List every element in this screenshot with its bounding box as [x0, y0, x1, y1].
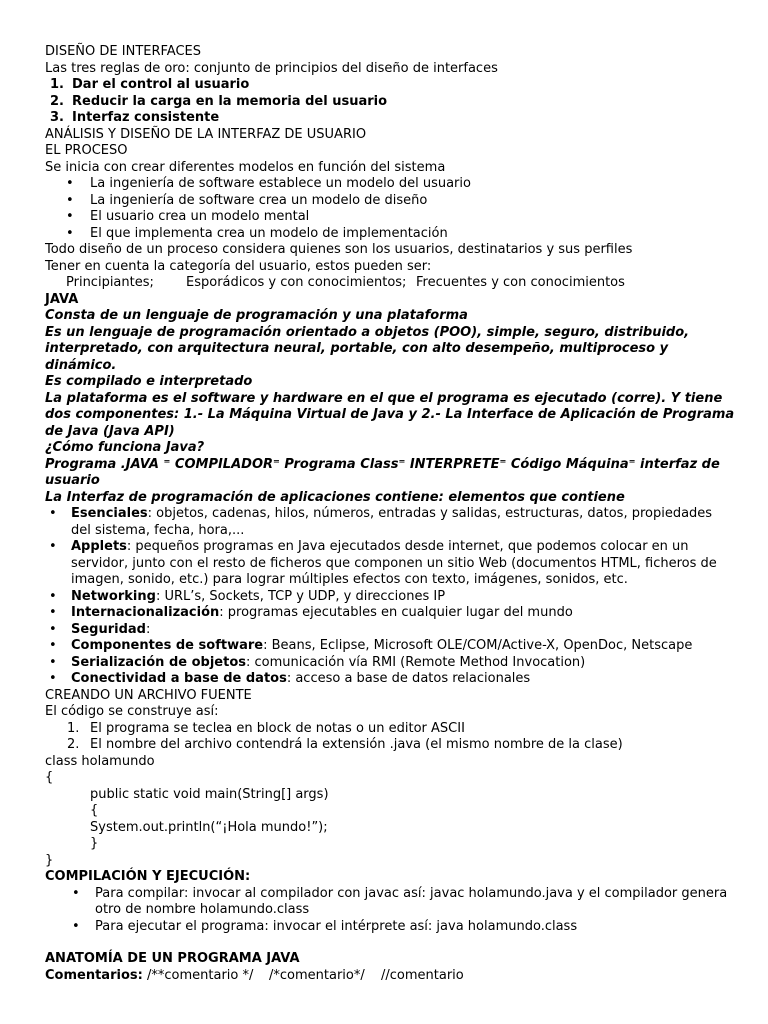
comment-example: /*comentario*/	[269, 967, 365, 983]
code-line: {	[45, 770, 54, 785]
source-intro: El código se construye así:	[45, 704, 219, 719]
list-item: 2. El nombre del archivo contendrá la extensión .java (el mismo nombre de la clase)	[67, 737, 623, 752]
java-line: Es compilado e interpretado	[45, 374, 253, 389]
list-item: • Conectividad a base de datos: acceso a base de datos relacionales	[45, 671, 735, 688]
category-item: Frecuentes y con conocimientos	[416, 275, 625, 290]
list-item: 1. El programa se teclea en block de notas o un editor ASCII	[67, 720, 465, 736]
list-item: • Serialización de objetos: comunicación vía RMI (Remote Method Invocation)	[45, 655, 735, 672]
list-item: • Para compilar: invocar al compilador con javac así: javac holamundo.java y el compilador genera otro de nombre holamundo.class	[45, 886, 735, 919]
list-item: • Componentes de software: Beans, Eclipse, Microsoft OLE/COM/Active-X, OpenDoc, Netscape	[45, 638, 735, 655]
java-line: Es un lenguaje de programación orientado a objetos (POO), simple, seguro, distribuido, interpretado, con arquitectura neural, portable, con alto desempeño, multiproceso y dinámico.	[45, 324, 690, 373]
intro-line: Las tres reglas de oro: conjunto de principios del diseño de interfaces	[45, 60, 498, 76]
list-item: • La ingeniería de software establece un modelo del usuario	[45, 176, 735, 193]
list-item: 1. Dar el control al usuario	[50, 77, 250, 92]
category-item: Principiantes;	[66, 275, 154, 290]
category-item: Esporádicos y con conocimientos;	[186, 275, 407, 290]
code-line: }	[90, 836, 99, 851]
api-elements-list	[45, 506, 735, 688]
list-item: • Esenciales: objetos, cadenas, hilos, números, entradas y salidas, estructuras, datos, propiedades del sistema, fecha, hora,...	[45, 506, 735, 539]
code-line: System.out.println(“¡Hola mundo!”);	[90, 819, 328, 835]
process-list	[45, 176, 735, 242]
code-line: class holamundo	[45, 753, 155, 769]
java-line: ¿Cómo funciona Java?	[45, 440, 205, 455]
section-heading-analysis: ANÁLISIS Y DISEÑO DE LA INTERFAZ DE USUARIO	[45, 126, 367, 142]
list-item: 3. Interfaz consistente	[50, 110, 220, 125]
compile-list	[45, 886, 735, 936]
comments-label: Comentarios:	[45, 967, 143, 983]
code-line: {	[90, 803, 99, 818]
source-steps-list	[45, 721, 735, 754]
list-item: • La ingeniería de software crea un modelo de diseño	[45, 193, 735, 210]
section-heading-anatomy: ANATOMÍA DE UN PROGRAMA JAVA	[45, 951, 300, 966]
code-block	[45, 754, 735, 870]
section-heading-source: CREANDO UN ARCHIVO FUENTE	[45, 687, 252, 703]
list-item: • Internacionalización: programas ejecutables en cualquier lugar del mundo	[45, 605, 735, 622]
java-line: Consta de un lenguaje de programación y una plataforma	[45, 308, 468, 323]
list-item: • Para ejecutar el programa: invocar el intérprete así: java holamundo.class	[45, 919, 735, 936]
spacer	[45, 935, 735, 951]
golden-rules-list	[45, 77, 735, 127]
comment-example: /**comentario */	[147, 967, 254, 983]
category-note: Tener en cuenta la categoría del usuario, estos pueden ser:	[45, 258, 432, 274]
comment-example: //comentario	[381, 967, 464, 983]
list-item: • Seguridad:	[45, 622, 735, 639]
java-line: La plataforma es el software y hardware en el que el programa es ejecutado (corre). Y tiene dos componentes: 1.- La Máquina Virtual de Java y 2.- La Interface de Aplicación de Programa de Java (Java API)	[45, 390, 735, 439]
list-item: 2. Reducir la carga en la memoria del usuario	[50, 93, 388, 109]
page-title: DISEÑO DE INTERFACES	[45, 44, 201, 59]
list-item: • El que implementa crea un modelo de implementación	[45, 226, 735, 243]
java-heading: JAVA	[45, 291, 79, 307]
design-note: Todo diseño de un proceso considera quienes son los usuarios, destinatarios y sus perfiles	[45, 242, 633, 257]
document-page	[45, 44, 735, 984]
comments-line	[45, 968, 735, 985]
java-line: La Interfaz de programación de aplicaciones contiene: elementos que contiene	[45, 489, 625, 505]
list-item: • El usuario crea un modelo mental	[45, 209, 735, 226]
list-item: • Networking: URL’s, Sockets, TCP y UDP, y direcciones IP	[45, 589, 735, 606]
code-line: }	[45, 852, 54, 868]
code-line: public static void main(String[] args)	[90, 786, 329, 802]
category-values	[45, 275, 735, 292]
process-intro: Se inicia con crear diferentes modelos en función del sistema	[45, 159, 446, 175]
list-item: • Applets: pequeños programas en Java ejecutados desde internet, que podemos colocar en un servidor, junto con el resto de ficheros que componen un sitio Web (documentos HTML, ficheros de imagen, sonido, etc.) para lograr múltiples efectos con texto, imágenes, sonidos, etc.	[45, 539, 735, 589]
section-heading-compile: COMPILACIÓN Y EJECUCIÓN:	[45, 869, 251, 884]
java-line: Programa .JAVA ⁼ COMPILADOR⁼ Programa Class⁼ INTERPRETE⁼ Código Máquina⁼ interfaz de usuario	[45, 456, 720, 488]
section-heading-process: EL PROCESO	[45, 143, 128, 158]
